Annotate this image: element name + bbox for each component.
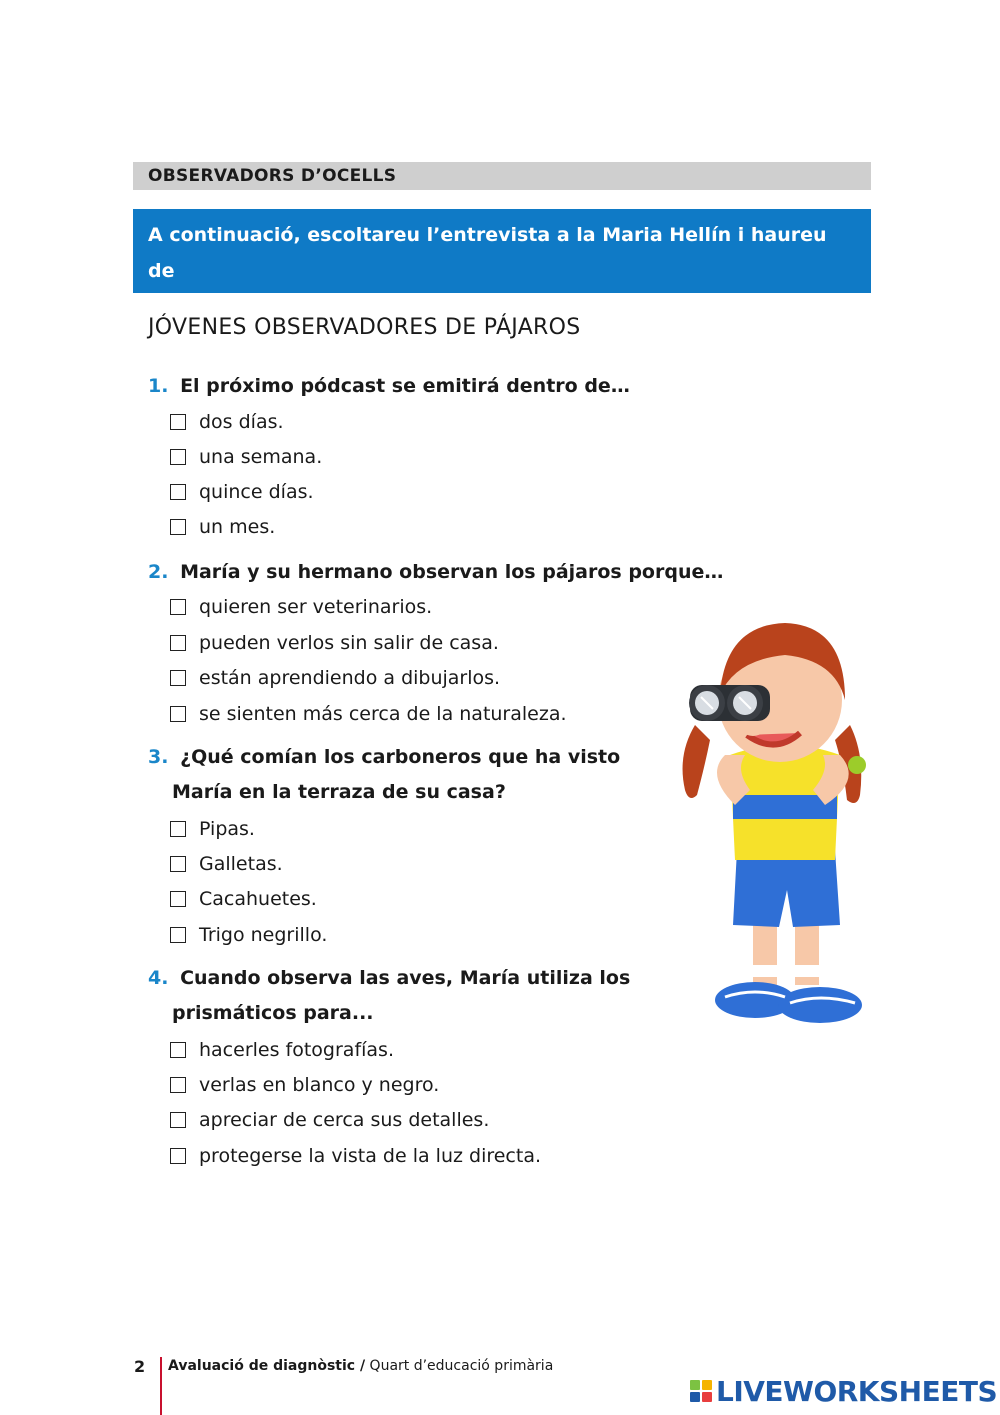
option-4c[interactable]: apreciar de cerca sus detalles. bbox=[170, 1108, 489, 1132]
liveworksheets-logo[interactable] bbox=[690, 1374, 997, 1408]
option-2a[interactable]: quieren ser veterinarios. bbox=[170, 595, 432, 619]
checkbox[interactable] bbox=[170, 856, 186, 872]
option-4b[interactable]: verlas en blanco y negro. bbox=[170, 1073, 439, 1097]
question-3 bbox=[148, 740, 620, 810]
girl-with-binoculars-illustration bbox=[675, 605, 885, 1040]
checkbox[interactable] bbox=[170, 635, 186, 651]
instruction-line-2: respondre unes preguntes sobre el que heu sentit. bbox=[148, 296, 695, 318]
logo-text: LIVEWORKSHEETS bbox=[716, 1374, 998, 1408]
checkbox[interactable] bbox=[170, 891, 186, 907]
option-4a[interactable]: hacerles fotografías. bbox=[170, 1038, 394, 1062]
option-4d[interactable]: protegerse la vista de la luz directa. bbox=[170, 1144, 541, 1168]
question-number: 3. bbox=[148, 746, 169, 768]
option-1a[interactable]: dos días. bbox=[170, 410, 284, 434]
checkbox[interactable] bbox=[170, 519, 186, 535]
option-3c[interactable]: Cacahuetes. bbox=[170, 887, 317, 911]
option-3d[interactable]: Trigo negrillo. bbox=[170, 923, 327, 947]
instruction-line-1: A continuació, escoltareu l’entrevista a la Maria Hellín i haureu de bbox=[148, 224, 827, 282]
option-1b[interactable]: una semana. bbox=[170, 445, 322, 469]
question-text: ¿Qué comían los carboneros que ha visto bbox=[180, 746, 621, 768]
option-3a[interactable]: Pipas. bbox=[170, 817, 255, 841]
checkbox[interactable] bbox=[170, 599, 186, 615]
question-text-line-2: prismáticos para... bbox=[172, 1002, 374, 1024]
option-1c[interactable]: quince días. bbox=[170, 480, 314, 504]
checkbox[interactable] bbox=[170, 1077, 186, 1093]
checkbox[interactable] bbox=[170, 1148, 186, 1164]
checkbox[interactable] bbox=[170, 449, 186, 465]
option-1d[interactable]: un mes. bbox=[170, 515, 275, 539]
question-text: El próximo pódcast se emitirá dentro de… bbox=[180, 375, 630, 397]
question-number: 4. bbox=[148, 967, 169, 989]
option-2c[interactable]: están aprendiendo a dibujarlos. bbox=[170, 666, 500, 690]
checkbox[interactable] bbox=[170, 670, 186, 686]
instruction-box bbox=[133, 209, 871, 318]
checkbox[interactable] bbox=[170, 484, 186, 500]
option-2d[interactable]: se sienten más cerca de la naturaleza. bbox=[170, 702, 567, 726]
checkbox[interactable] bbox=[170, 414, 186, 430]
checkbox[interactable] bbox=[170, 706, 186, 722]
checkbox[interactable] bbox=[170, 1042, 186, 1058]
checkbox[interactable] bbox=[170, 927, 186, 943]
question-text-line-2: María en la terraza de su casa? bbox=[172, 781, 506, 803]
footer-divider bbox=[160, 1357, 162, 1415]
page-number: 2 bbox=[134, 1357, 146, 1376]
logo-icon bbox=[690, 1380, 712, 1402]
question-number: 2. bbox=[148, 561, 169, 583]
section-label: OBSERVADORS D’OCELLS bbox=[133, 162, 871, 190]
option-3b[interactable]: Galletas. bbox=[170, 852, 283, 876]
question-text: María y su hermano observan los pájaros porque… bbox=[180, 561, 724, 583]
question-1 bbox=[148, 369, 630, 404]
checkbox[interactable] bbox=[170, 1112, 186, 1128]
question-number: 1. bbox=[148, 375, 169, 397]
question-text: Cuando observa las aves, María utiliza los bbox=[180, 967, 631, 989]
worksheet-title: JÓVENES OBSERVADORES DE PÁJAROS bbox=[148, 315, 581, 340]
question-2 bbox=[148, 555, 723, 590]
question-4 bbox=[148, 961, 630, 1031]
checkbox[interactable] bbox=[170, 821, 186, 837]
footer-title: Avaluació de diagnòstic / Quart d’educació primària bbox=[168, 1358, 554, 1374]
option-2b[interactable]: pueden verlos sin salir de casa. bbox=[170, 631, 499, 655]
